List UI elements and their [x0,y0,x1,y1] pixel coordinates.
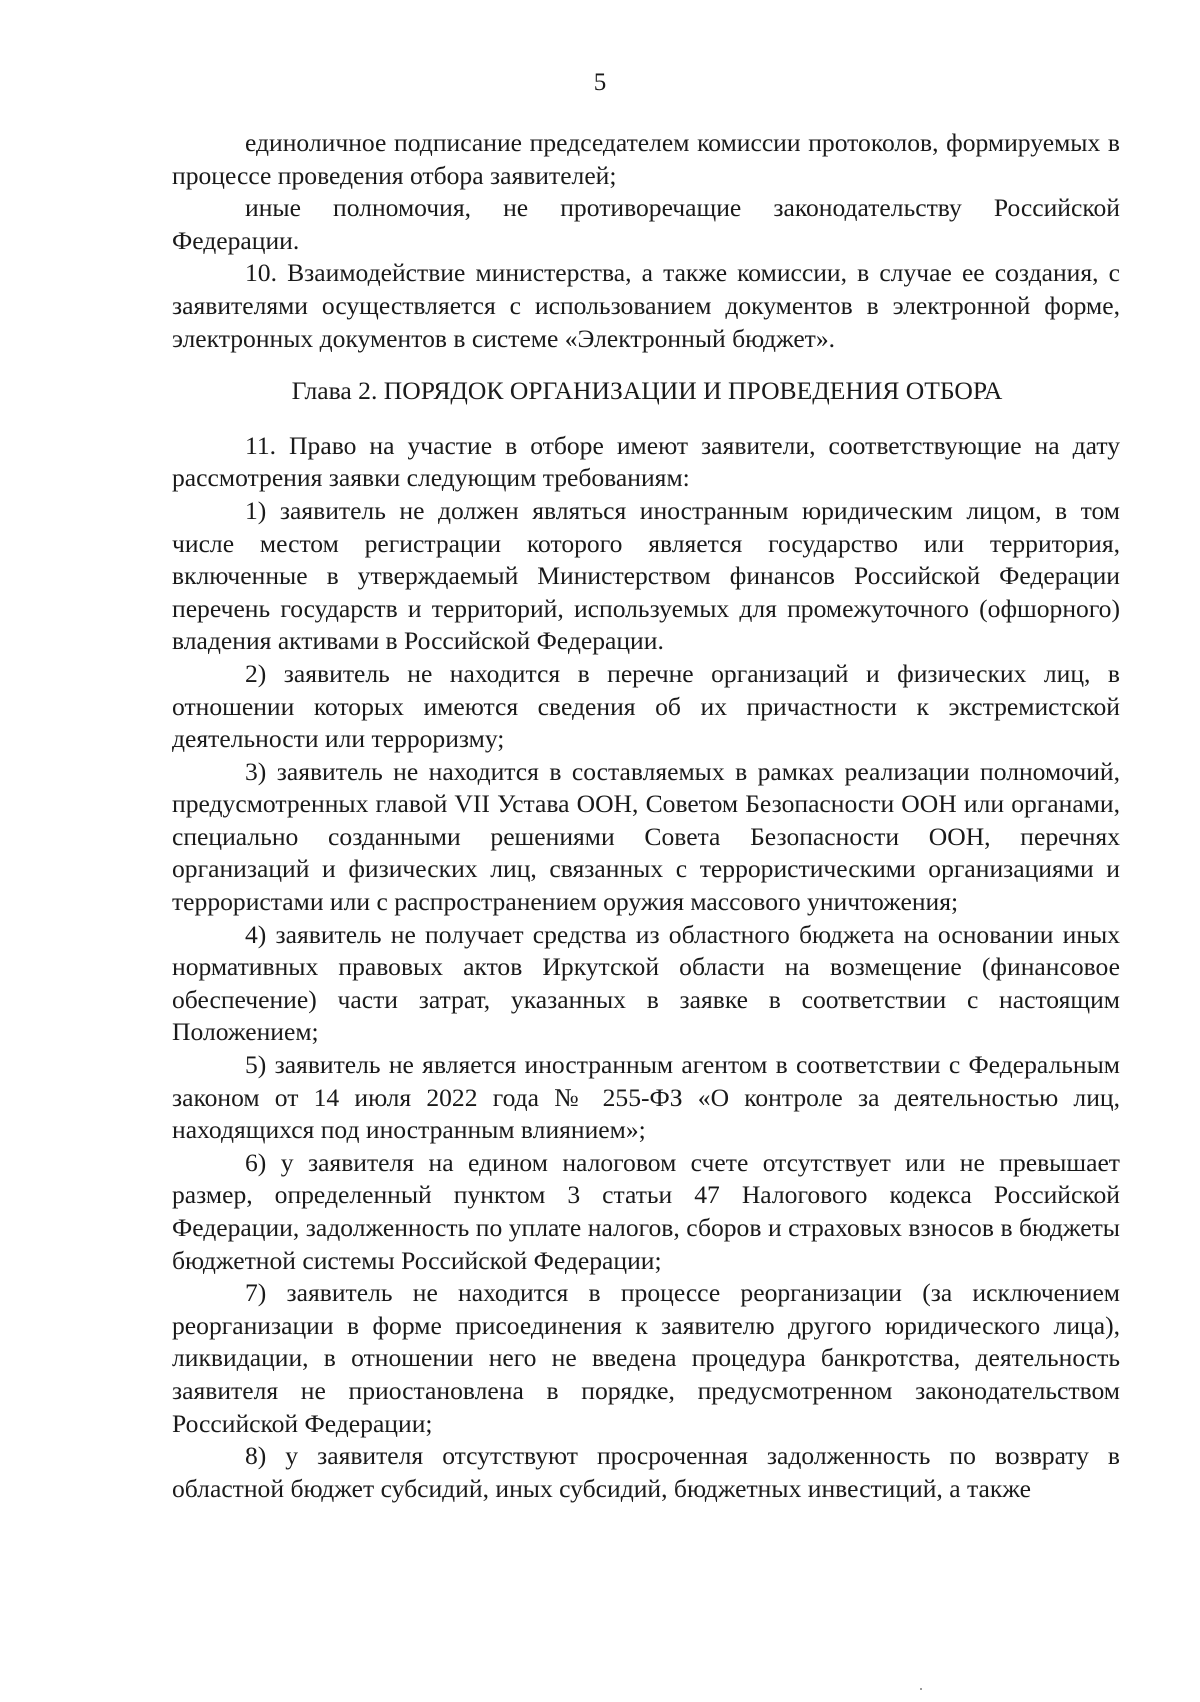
paragraph-other-powers: иные полномочия, не противоречащие законодательству Российской Федерации. [172,193,1120,255]
paragraph-11-eligibility: 11. Право на участие в отборе имеют заявители, соответствующие на дату рассмотрения заявки следующим требованиям: [172,430,1120,493]
chapter-heading: Глава 2. ПОРЯДОК ОРГАНИЗАЦИИ И ПРОВЕДЕНИЯ ОТБОРА [291,376,1003,406]
scan-speck [920,1688,922,1690]
requirement-item-6: 6) у заявителя на едином налоговом счете отсутствует или не превышает размер, определенный пунктом 3 статьи 47 Налогового кодекса Российской Федерации, задолженность по уплате налогов, сборов и страховых взносов в бюджеты бюджетной системы Российской Федерации; [172,1147,1120,1275]
document-body [172,127,1120,1505]
requirement-item-2: 2) заявитель не находится в перечне организаций и физических лиц, в отношении которых имеются сведения об их причастности к экстремистской деятельности или терроризму; [172,658,1120,754]
requirement-item-1: 1) заявитель не должен являться иностранным юридическим лицом, в том числе местом регистрации которого является государство или территория, включенные в утверждаемый Министерством финансов Российской Федерации перечень государств и территорий, используемых для промежуточного (офшорного) владения активами в Российской Федерации. [172,495,1120,656]
requirement-item-4: 4) заявитель не получает средства из областного бюджета на основании иных нормативных правовых актов Иркутской области на возмещение (финансовое обеспечение) части затрат, указанных в заявке в соответствии с настоящим Положением; [172,919,1120,1047]
page-number: 5 [593,69,607,96]
requirement-item-5: 5) заявитель не является иностранным агентом в соответствии с Федеральным законом от 14 июля 2022 года № 255-ФЗ «О контроле за деятельностью лиц, находящихся под иностранным влиянием»; [172,1050,1120,1145]
requirement-item-8: 8) у заявителя отсутствуют просроченная задолженность по возврату в областной бюджет субсидий, иных субсидий, бюджетных инвестиций, а также [172,1441,1120,1503]
requirement-item-3: 3) заявитель не находится в составляемых в рамках реализации полномочий, предусмотренных главой VII Устава ООН, Советом Безопасности ООН или органами, специально созданными решениями Совета Безопасности ООН, перечнях организаций и физических лиц, связанных с террористическими организациями и террористами или с распространением оружия массового уничтожения; [172,756,1120,917]
requirement-item-7: 7) заявитель не находится в процессе реорганизации (за исключением реорганизации в форме присоединения к заявителю другого юридического лица), ликвидации, в отношении него не введена процедура банкротства, деятельность заявителя не приостановлена в порядке, предусмотренном законодательством Российской Федерации; [172,1278,1120,1438]
paragraph-chair-signing: единоличное подписание председателем комиссии протоколов, формируемых в процессе проведения отбора заявителей; [172,128,1120,190]
paragraph-10-interaction: 10. Взаимодействие министерства, а также комиссии, в случае ее создания, с заявителями осуществляется с использованием документов в электронной форме, электронных документов в системе «Электронный бюджет». [172,258,1120,353]
